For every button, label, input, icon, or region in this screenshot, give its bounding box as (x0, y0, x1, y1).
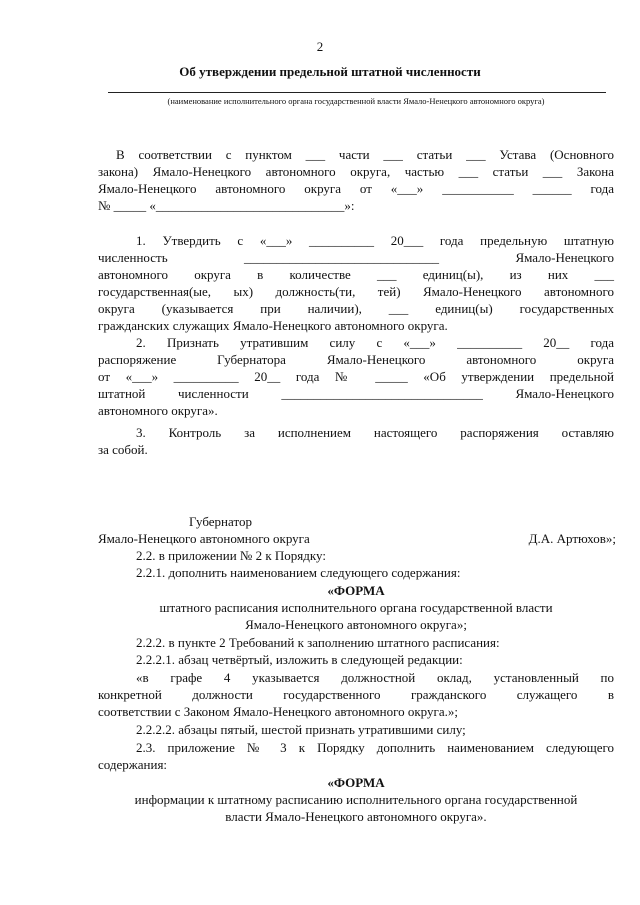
name-caption: (наименование исполнительного органа государственной власти Ямало-Ненецкого автономного округа) (167, 96, 545, 106)
signature-region: Ямало-Ненецкого автономного округа (98, 531, 310, 546)
forma-line: Ямало-Ненецкого автономного округа»; (245, 617, 467, 632)
amendment-2-2-2-2: 2.2.2.2. абзацы пятый, шестой признать утратившими силу; (136, 722, 466, 737)
page-number: 2 (316, 39, 324, 54)
amendment-2-3-line: 2.3. приложение № 3 к Порядку дополнить наименованием следующего (136, 740, 614, 755)
forma-heading: «ФОРМА (327, 775, 385, 790)
item2-line: автономного округа». (98, 403, 218, 418)
forma-heading: «ФОРМА (327, 583, 385, 598)
item2-line: распоряжение Губернатора Ямало-Ненецкого автономного округа (98, 352, 614, 367)
item1-line: округа (указывается при наличии), ___ единиц(ы) государственных (98, 301, 614, 316)
amendment-2-3-line: содержания: (98, 757, 168, 772)
item3-line: 3. Контроль за исполнением настоящего распоряжения оставляю (136, 425, 614, 440)
item2-line: 2. Признать утратившим силу с «___» __________ 20__ года (136, 335, 614, 350)
item2-line: от «___» __________ 20__ года № _____ «Об утверждении предельной (98, 369, 614, 384)
item1-line: автономного округа в количестве ___ единиц(ы), из них ___ (98, 267, 614, 282)
preamble-line: Ямало-Ненецкого автономного округа от «___» ___________ ______ года (98, 181, 614, 196)
amendment-2-2: 2.2. в приложении № 2 к Порядку: (136, 548, 326, 563)
quote-line: соответствии с Законом Ямало-Ненецкого автономного округа.»; (98, 704, 458, 719)
item1-line: гражданских служащих Ямало-Ненецкого автономного округа. (98, 318, 448, 333)
amendment-2-2-2: 2.2.2. в пункте 2 Требований к заполнению штатного расписания: (136, 635, 500, 650)
preamble-line: закона) Ямало-Ненецкого автономного округа, частью ___ статьи ___ Закона (98, 164, 614, 179)
signature-position: Губернатор (189, 514, 252, 529)
amendment-2-2-2-1: 2.2.2.1. абзац четвёртый, изложить в следующей редакции: (136, 652, 463, 667)
preamble-line: № _____ «_____________________________»: (98, 198, 355, 213)
document-title: Об утверждении предельной штатной численности (179, 64, 481, 79)
signature-name: Д.А. Артюхов»; (528, 531, 616, 546)
item1-line: государственная(ые, ых) должность(ти, тей) Ямало-Ненецкого автономного (98, 284, 614, 299)
item3-line: за собой. (98, 442, 148, 457)
name-line (108, 92, 606, 93)
quote-line: «в графе 4 указывается должностной оклад, установленный по (136, 670, 614, 685)
quote-line: конкретной должности государственного гражданского служащего в (98, 687, 614, 702)
item2-line: штатной численности _______________________________ Ямало-Ненецкого (98, 386, 614, 401)
item1-line: численность ______________________________ Ямало-Ненецкого (98, 250, 614, 265)
amendment-2-2-1: 2.2.1. дополнить наименованием следующего содержания: (136, 565, 461, 580)
preamble-line: В соответствии с пунктом ___ части ___ статьи ___ Устава (Основного (116, 147, 614, 162)
item1-line: 1. Утвердить с «___» __________ 20___ года предельную штатную (136, 233, 614, 248)
forma-line: штатного расписания исполнительного органа государственной власти (159, 600, 553, 615)
forma-line: власти Ямало-Ненецкого автономного округа». (225, 809, 487, 824)
forma-line: информации к штатному расписанию исполнительного органа государственной (134, 792, 578, 807)
